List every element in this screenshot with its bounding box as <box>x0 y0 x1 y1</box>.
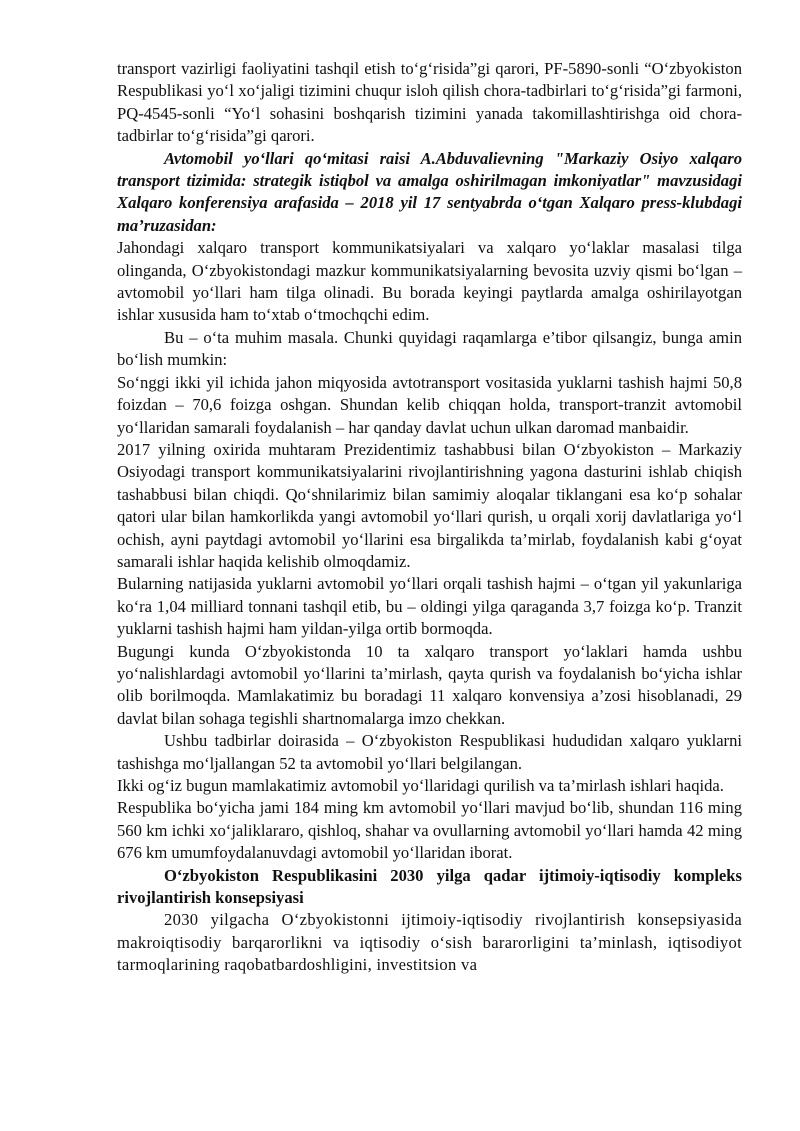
paragraph-speech-heading: Avtomobil yo‘llari qo‘mitasi raisi A.Abduvalievning "Markaziy Osiyo xalqaro transport tizimida: strategik istiqbol va amalga oshirilmagan imkoniyatlar" mavzusidagi Xalqaro konferensiya arafasida – 2018 yil 17 sentyabrda o‘tgan Xalqaro press-klubdagi ma’ruzasidan: <box>117 148 742 235</box>
paragraph-transport-communications: Jahondagi xalqaro transport kommunikatsiyalari va xalqaro yo‘laklar masalasi tilga olinganda, O‘zbyokistondagi mazkur kommunikatsiyalarning bevosita uzviy qismi bo‘lgan – avtomobil yo‘llari ham tilga olinadi. Bu borada keyingi paytlarda amalga oshirilayotgan ishlar xususida ham to‘xtab o‘tmochqchi edim. <box>117 238 742 325</box>
section-heading-2030-concept: O‘zbyokiston Respublikasini 2030 yilga qadar ijtimoiy-iqtisodiy kompleks rivojlantirish konsepsiyasi <box>117 865 742 908</box>
paragraph-important-issue: Bu – o‘ta muhim masala. Chunki quyidagi raqamlarga e’tibor qilsangiz, bunga amin bo‘lish mumkin: <box>117 327 742 370</box>
paragraph-decrees: transport vazirligi faoliyatini tashqil etish to‘g‘risida”gi qarori, PF-5890-sonli “O‘zbyokiston Respublikasi yo‘l xo‘jaligi tizimini chuqur isloh qilish chora-tadbirlari to‘g‘risida”gi farmoni, PQ-4545-sonli “Yo‘l sohasini boshqarish tizimini yanada takomillashtirishga oid chora-tadbirlar to‘g‘risida”gi qarori. <box>117 59 742 146</box>
paragraph-construction: Ikki og‘iz bugun mamlakatimiz avtomobil yo‘llaridagi qurilish va ta’mirlash ishlari haqida. <box>117 776 724 795</box>
paragraph-52-roads: Ushbu tadbirlar doirasida – O‘zbyokiston Respublikasi hududidan xalqaro yuklarni tashishga mo‘ljallangan 52 ta avtomobil yo‘llari belgilangan. <box>117 731 742 773</box>
document-page <box>117 58 742 977</box>
paragraph-2030-concept: 2030 yilgacha O‘zbyokistonni ijtimoiy-iqtisodiy rivojlantirish konsepsiyasida makroiqtisodiy barqarorlikni va iqtisodiy o‘sish bararorligini ta’minlash, iqtisodiyot tarmoqlarining raqobatbardoshligini, investitsion va <box>117 910 742 975</box>
paragraph-corridors: Bugungi kunda O‘zbyokistonda 10 ta xalqaro transport yo‘laklari hamda ushbu yo‘nalishlardagi avtomobil yo‘llarini ta’mirlash, qayta qurish va foydalanish bo‘yicha ishlar olib borilmoqda. Mamlakatimiz bu boradagi 11 xalqaro konvensiya a’zosi hisoblanadi, 29 davlat bilan sohaga tegishli shartnomalarga imzo chekkan. <box>117 641 742 728</box>
paragraph-road-network: Respublika bo‘yicha jami 184 ming km avtomobil yo‘llari mavjud bo‘lib, shundan 116 ming 560 km ichki xo‘jaliklararo, qishloq, shahar va ovullarning avtomobil yo‘llari hamda 42 ming 676 km umumfoydalanuvdagi avtomobil yo‘llaridan iborat. <box>117 798 742 863</box>
paragraph-results: Bularning natijasida yuklarni avtomobil yo‘llari orqali tashish hajmi – o‘tgan yil yakunlariga ko‘ra 1,04 milliard tonnani tashqil etib, bu – oldingi yilga qaraganda 3,7 foizga ko‘p. Tranzit yuklarni tashish hajmi ham yildan-yilga ortib bormoqda. <box>117 574 742 639</box>
paragraph-president-initiative: 2017 yilning oxirida muhtaram Prezidentimiz tashabbusi bilan O‘zbyokiston – Markaziy Osiyodagi transport kommunikatsiyalarini rivojlantirishning yagona dasturini ishlab chiqish tashabbusi bilan chiqdi. Qo‘shnilarimiz bilan samimiy aloqalar tiklangani esa ko‘p sohalar qatori ular bilan hamkorlikda yangi avtomobil yo‘llari qurish, u orqali xorij davlatlariga yo‘l ochish, ayni paytdagi avtomobil yo‘llarini esa birgalikda ta’mirlab, foydalanish kabi g‘oyat samarali ishlar haqida kelishib olmoqdamiz. <box>117 439 742 571</box>
paragraph-cargo-volume: So‘nggi ikki yil ichida jahon miqyosida avtotransport vositasida yuklarni tashish hajmi 50,8 foizdan – 70,6 foizga oshgan. Shundan kelib chiqqan holda, transport-tranzit avtomobil yo‘llaridan samarali foydalanish – har qanday davlat uchun ulkan daromad manbaidir. <box>117 372 742 437</box>
